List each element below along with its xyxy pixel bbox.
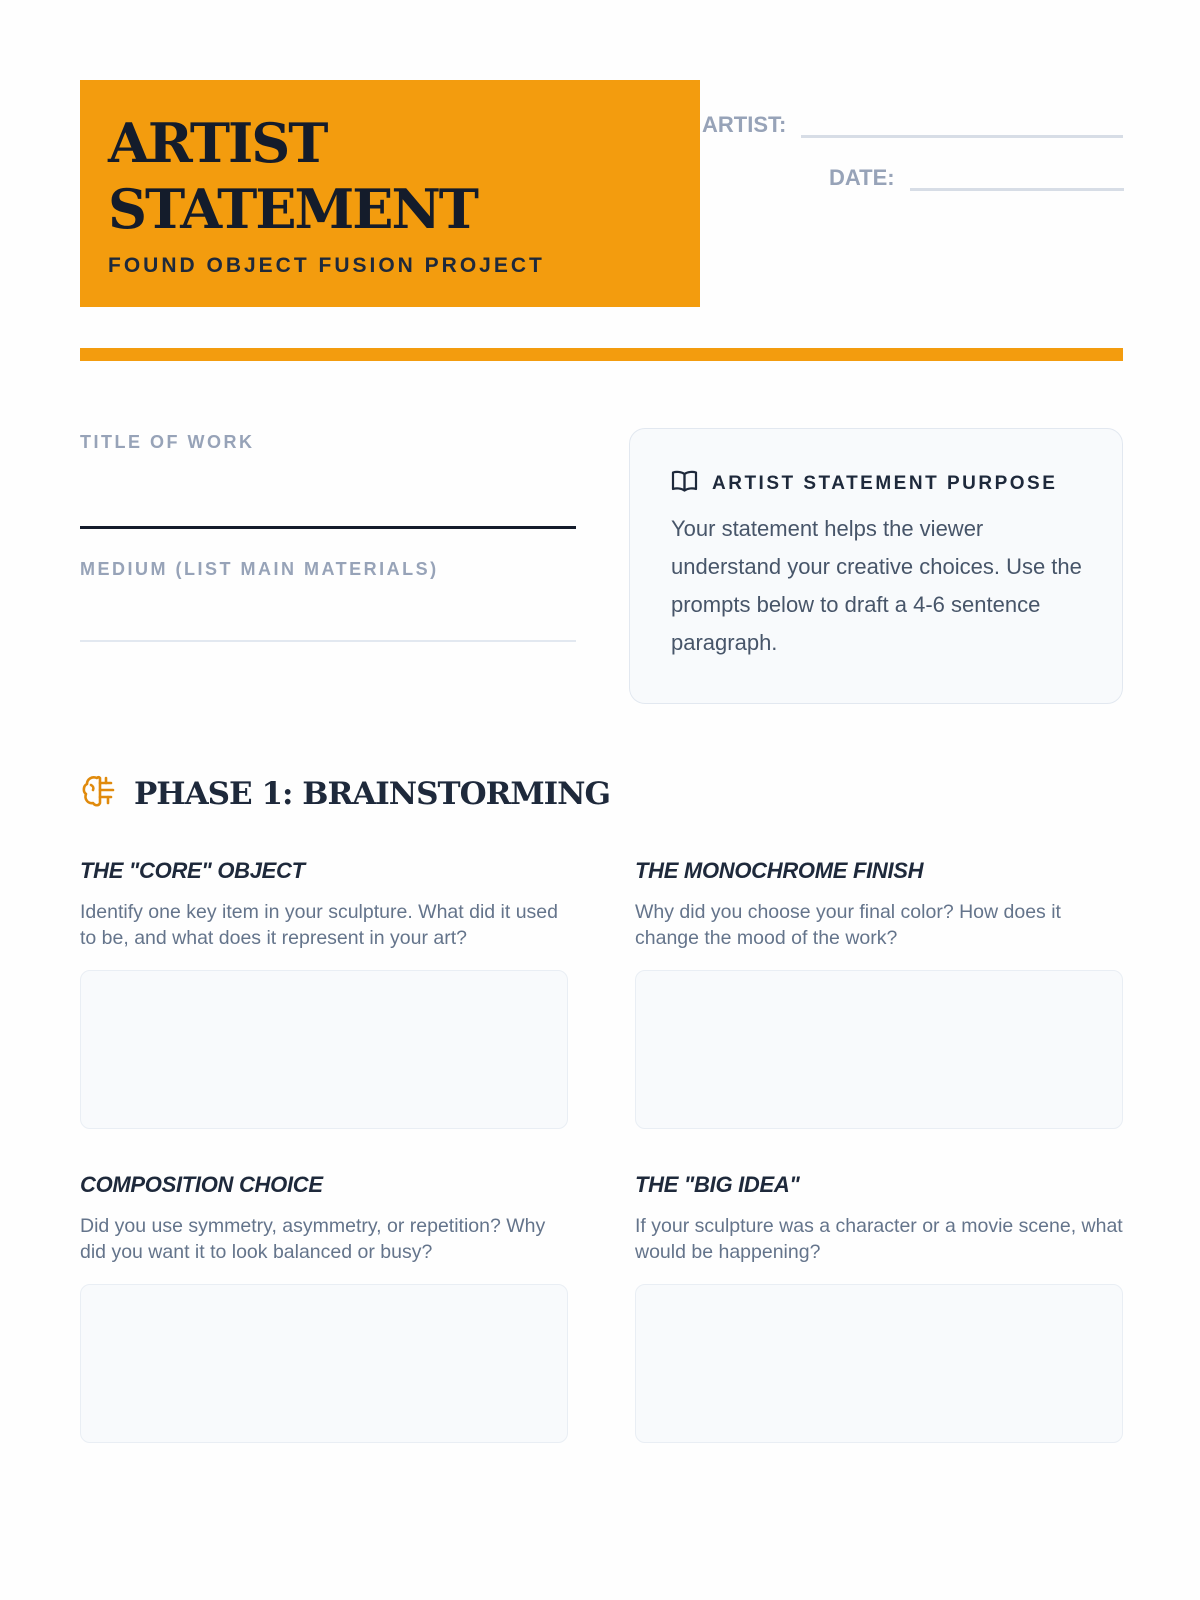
title-of-work-field[interactable] [80,526,576,529]
prompt-big-idea [635,1172,1123,1265]
purpose-card [629,428,1123,704]
answer-box-big-idea[interactable] [635,1284,1123,1443]
prompt-composition-choice [80,1172,568,1265]
purpose-header [671,469,1082,498]
artist-field[interactable] [801,117,1123,138]
date-row [829,165,1124,191]
brain-icon [80,772,118,815]
prompt-description: Did you use symmetry, asymmetry, or repetition? Why did you want it to look balanced or busy? [80,1215,546,1263]
book-icon [671,469,698,498]
prompt-core-object [80,858,568,951]
title-banner [80,80,700,307]
artist-label: ARTIST: [702,112,787,137]
prompt-title: THE MONOCHROME FINISH [635,858,924,883]
answer-box-monochrome-finish[interactable] [635,970,1123,1129]
artist-row [702,112,1123,138]
date-label: DATE: [829,165,895,190]
prompt-description: Identify one key item in your sculpture. What did it used to be, and what does it represent in your art? [80,901,558,949]
answer-box-composition-choice[interactable] [80,1284,568,1443]
prompt-title: COMPOSITION CHOICE [80,1172,323,1197]
date-field[interactable] [910,170,1124,191]
prompt-description: Why did you choose your final color? How does it change the mood of the work? [635,901,1061,949]
purpose-body: Your statement helps the viewer understand your creative choices. Use the prompts below to draft a 4-6 sentence paragraph. [671,516,1082,655]
phase-heading [80,772,610,815]
phase-title: PHASE 1: BRAINSTORMING [134,775,610,812]
prompt-description: If your sculpture was a character or a movie scene, what would be happening? [635,1215,1123,1263]
page-subtitle: FOUND OBJECT FUSION PROJECT [108,254,545,277]
purpose-title: ARTIST STATEMENT PURPOSE [712,472,1058,494]
prompt-title: THE "CORE" OBJECT [80,858,305,883]
medium-field[interactable] [80,640,576,642]
medium-label: MEDIUM (LIST MAIN MATERIALS) [80,559,439,579]
prompt-monochrome-finish [635,858,1123,951]
prompt-title: THE "BIG IDEA" [635,1172,800,1197]
page-title: ARTIST STATEMENT [108,111,477,241]
title-of-work-label: TITLE OF WORK [80,432,255,452]
accent-divider [80,348,1123,361]
answer-box-core-object[interactable] [80,970,568,1129]
